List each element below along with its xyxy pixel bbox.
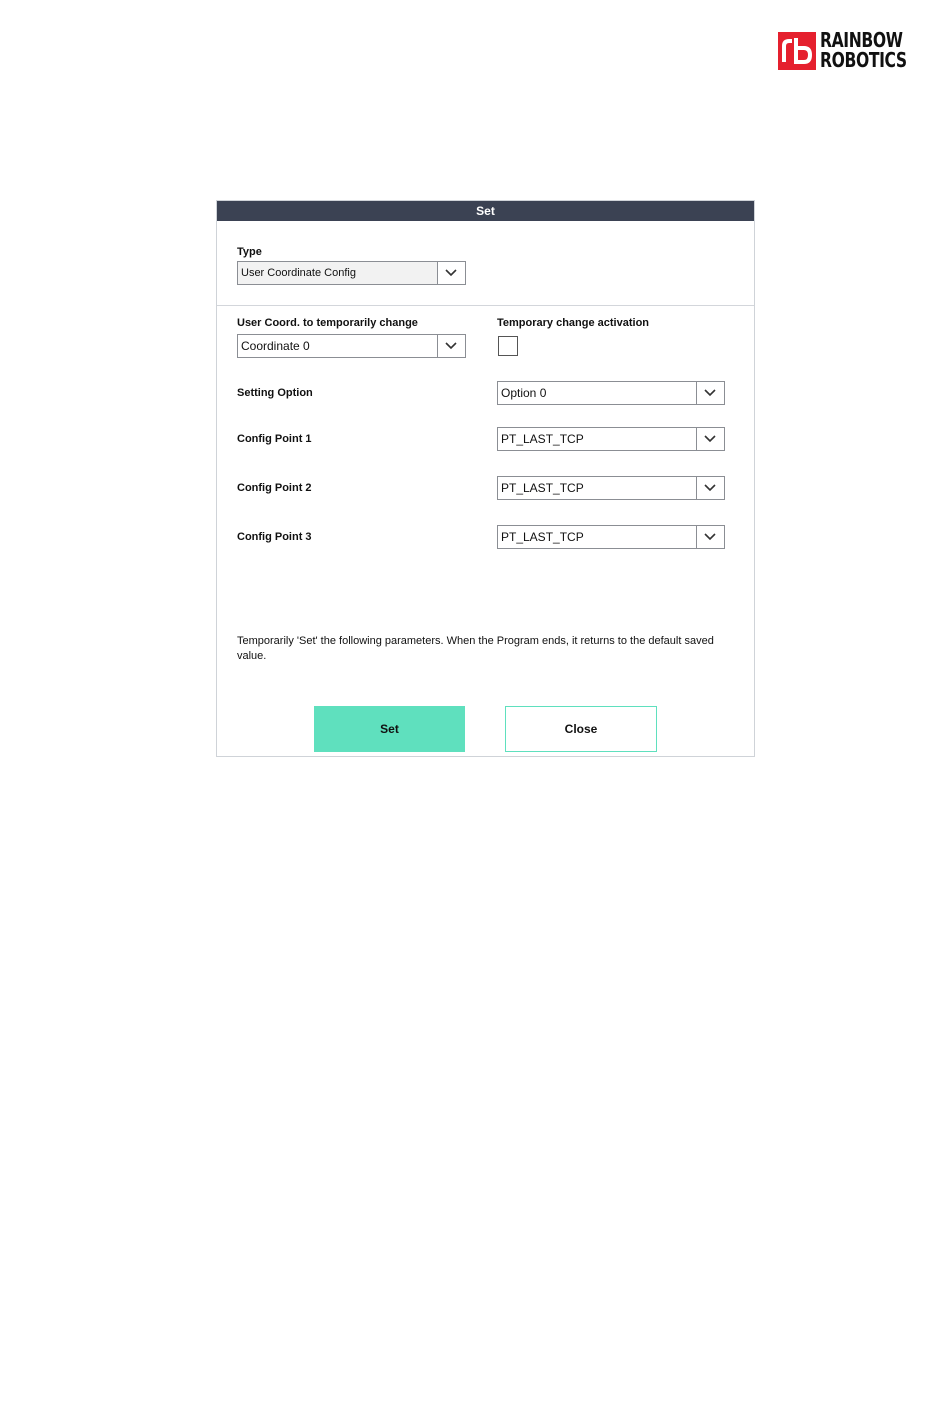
- chevron-down-icon[interactable]: [437, 262, 465, 284]
- logo-line-2: ROBOTICS: [820, 48, 907, 72]
- type-select[interactable]: [237, 261, 466, 285]
- config-point-3-value: PT_LAST_TCP: [501, 530, 584, 544]
- set-button[interactable]: Set: [314, 706, 465, 752]
- config-point-1-value: PT_LAST_TCP: [501, 432, 584, 446]
- type-label: Type: [237, 246, 262, 258]
- config-point-2-select[interactable]: [497, 476, 725, 500]
- config-point-3-select[interactable]: [497, 525, 725, 549]
- config-point-1-label: Config Point 1: [237, 433, 312, 445]
- config-point-2-label: Config Point 2: [237, 482, 312, 494]
- setting-option-select[interactable]: [497, 381, 725, 405]
- config-point-2-value: PT_LAST_TCP: [501, 481, 584, 495]
- coord-select[interactable]: [237, 334, 466, 358]
- rb-logo-icon: [778, 32, 816, 70]
- config-point-1-select[interactable]: [497, 427, 725, 451]
- setting-option-label: Setting Option: [237, 387, 313, 399]
- close-button[interactable]: Close: [505, 706, 657, 752]
- coord-label: User Coord. to temporarily change: [237, 317, 418, 329]
- dialog-title: Set: [217, 201, 754, 221]
- rainbow-robotics-logo: [778, 30, 908, 74]
- logo-wordmark: [820, 30, 907, 70]
- section-divider: [217, 305, 754, 306]
- set-dialog: [216, 200, 755, 757]
- chevron-down-icon[interactable]: [696, 382, 724, 404]
- info-note: Temporarily 'Set' the following parameters. When the Program ends, it returns to the default saved value.: [237, 635, 714, 662]
- logo-line-1: RAINBOW: [820, 28, 903, 52]
- coord-select-value: Coordinate 0: [241, 339, 310, 353]
- chevron-down-icon[interactable]: [696, 526, 724, 548]
- setting-option-value: Option 0: [501, 386, 547, 400]
- chevron-down-icon[interactable]: [696, 477, 724, 499]
- chevron-down-icon[interactable]: [696, 428, 724, 450]
- config-point-3-label: Config Point 3: [237, 531, 312, 543]
- type-select-value: User Coordinate Config: [241, 267, 356, 279]
- chevron-down-icon[interactable]: [437, 335, 465, 357]
- activation-label: Temporary change activation: [497, 317, 650, 329]
- activation-checkbox[interactable]: [498, 336, 518, 356]
